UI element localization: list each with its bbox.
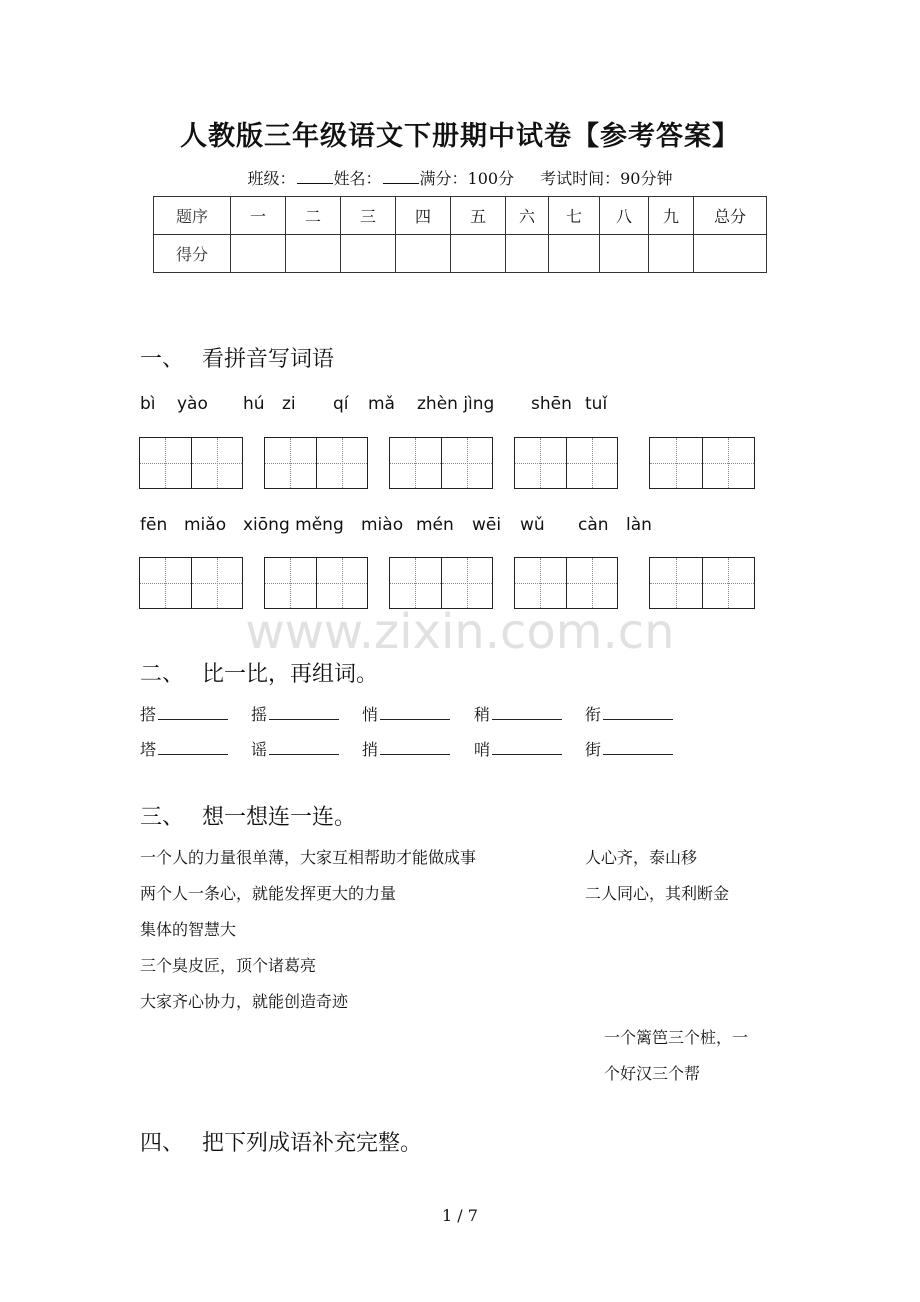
pinyin: làn [626, 515, 652, 535]
match-left-item[interactable]: 三个臭皮匠，顶个诸葛亮 [140, 956, 317, 975]
score-cell[interactable] [286, 235, 341, 273]
class-blank[interactable] [297, 169, 333, 184]
section-4-number: 四、 [140, 1131, 185, 1156]
score-cell[interactable] [396, 235, 451, 273]
score-cell[interactable] [506, 235, 549, 273]
compare-item[interactable] [585, 702, 673, 725]
compare-char: 摇 [251, 705, 268, 724]
writing-grid[interactable] [139, 557, 243, 609]
compare-char: 悄 [362, 705, 379, 724]
header-cell: 二 [286, 197, 341, 235]
score-cell[interactable] [600, 235, 649, 273]
writing-grid[interactable] [649, 437, 755, 489]
score-cell[interactable] [341, 235, 396, 273]
compare-char: 搭 [140, 705, 157, 724]
section-3-title: 想一想连一连。 [202, 805, 357, 830]
pinyin: mǎ [368, 394, 395, 414]
pinyin: wēi [472, 515, 502, 535]
compare-char: 捎 [362, 740, 379, 759]
match-left-item[interactable]: 两个人一条心，就能发挥更大的力量 [140, 884, 397, 903]
pinyin: qí [333, 394, 349, 414]
writing-grid[interactable] [514, 437, 618, 489]
match-right-item[interactable]: 个好汉三个帮 [604, 1064, 701, 1083]
compare-item[interactable] [140, 702, 228, 725]
pinyin: hú [243, 394, 265, 414]
match-left-item[interactable]: 一个人的力量很单薄，大家互相帮助才能做成事 [140, 848, 477, 867]
score-table [153, 196, 767, 273]
score-cell[interactable] [549, 235, 600, 273]
score-cell[interactable] [231, 235, 286, 273]
header-cell: 三 [341, 197, 396, 235]
header-cell: 五 [451, 197, 506, 235]
compare-item[interactable] [474, 737, 562, 760]
pinyin: bì [140, 394, 156, 414]
pinyin: xiōng měng [243, 515, 344, 535]
header-cell: 四 [396, 197, 451, 235]
pinyin: miǎo [184, 515, 227, 535]
match-right-item[interactable]: 一个篱笆三个桩，一 [604, 1028, 749, 1047]
compare-item[interactable] [362, 737, 450, 760]
section-4-title: 把下列成语补充完整。 [202, 1131, 423, 1156]
row-label: 得分 [154, 235, 231, 273]
section-1-title: 看拼音写词语 [202, 347, 335, 372]
pinyin: zhèn jìng [417, 394, 495, 414]
pinyin: shēn [531, 394, 572, 414]
score-table-row [154, 235, 767, 273]
pinyin: mén [416, 515, 454, 535]
score-label: 满分：100分 [419, 169, 515, 188]
header-cell: 题序 [154, 197, 231, 235]
page-title: 人教版三年级语文下册期中试卷【参考答案】 [180, 121, 740, 152]
compare-item[interactable] [140, 737, 228, 760]
writing-grid[interactable] [264, 437, 368, 489]
compare-char: 街 [585, 740, 602, 759]
name-label: 姓名： [333, 169, 382, 188]
score-cell[interactable] [694, 235, 767, 273]
writing-grid[interactable] [514, 557, 618, 609]
compare-char: 衔 [585, 705, 602, 724]
section-2-title: 比一比，再组词。 [202, 662, 379, 687]
section-3-heading [140, 800, 356, 831]
section-1-heading [140, 342, 334, 373]
compare-item[interactable] [362, 702, 450, 725]
writing-grid[interactable] [389, 437, 493, 489]
pinyin: tuǐ [585, 394, 608, 414]
section-3-number: 三、 [140, 805, 185, 830]
score-cell[interactable] [451, 235, 506, 273]
section-4-heading [140, 1126, 422, 1157]
section-1-number: 一、 [140, 347, 185, 372]
compare-item[interactable] [251, 737, 339, 760]
pinyin: càn [578, 515, 609, 535]
match-right-item[interactable]: 人心齐，泰山移 [585, 848, 698, 867]
compare-item[interactable] [251, 702, 339, 725]
pinyin: wǔ [520, 515, 545, 535]
header-cell: 八 [600, 197, 649, 235]
compare-char: 稍 [474, 705, 491, 724]
section-2-number: 二、 [140, 662, 185, 687]
score-cell[interactable] [649, 235, 694, 273]
time-label: 考试时间：90分钟 [540, 169, 673, 188]
match-left-item[interactable]: 集体的智慧大 [140, 920, 237, 939]
compare-char: 塔 [140, 740, 157, 759]
page-number: 1 / 7 [442, 1206, 478, 1225]
exam-info [0, 166, 920, 189]
pinyin: miào [361, 515, 404, 535]
compare-char: 谣 [251, 740, 268, 759]
writing-grid[interactable] [264, 557, 368, 609]
compare-char: 哨 [474, 740, 491, 759]
pinyin: fēn [140, 515, 168, 535]
watermark: www.zixin.com.cn [245, 604, 675, 660]
name-blank[interactable] [383, 169, 419, 184]
compare-item[interactable] [585, 737, 673, 760]
compare-item[interactable] [474, 702, 562, 725]
writing-grid[interactable] [389, 557, 493, 609]
writing-grid[interactable] [649, 557, 755, 609]
match-right-item[interactable]: 二人同心，其利断金 [585, 884, 730, 903]
class-label: 班级： [247, 169, 296, 188]
header-cell: 一 [231, 197, 286, 235]
section-2-heading [140, 657, 378, 688]
header-cell: 七 [549, 197, 600, 235]
match-left-item[interactable]: 大家齐心协力，就能创造奇迹 [140, 992, 349, 1011]
header-cell: 六 [506, 197, 549, 235]
writing-grid[interactable] [139, 437, 243, 489]
header-cell: 总分 [694, 197, 767, 235]
pinyin: zi [282, 394, 296, 414]
header-cell: 九 [649, 197, 694, 235]
pinyin: yào [177, 394, 208, 414]
score-table-header [154, 197, 767, 235]
